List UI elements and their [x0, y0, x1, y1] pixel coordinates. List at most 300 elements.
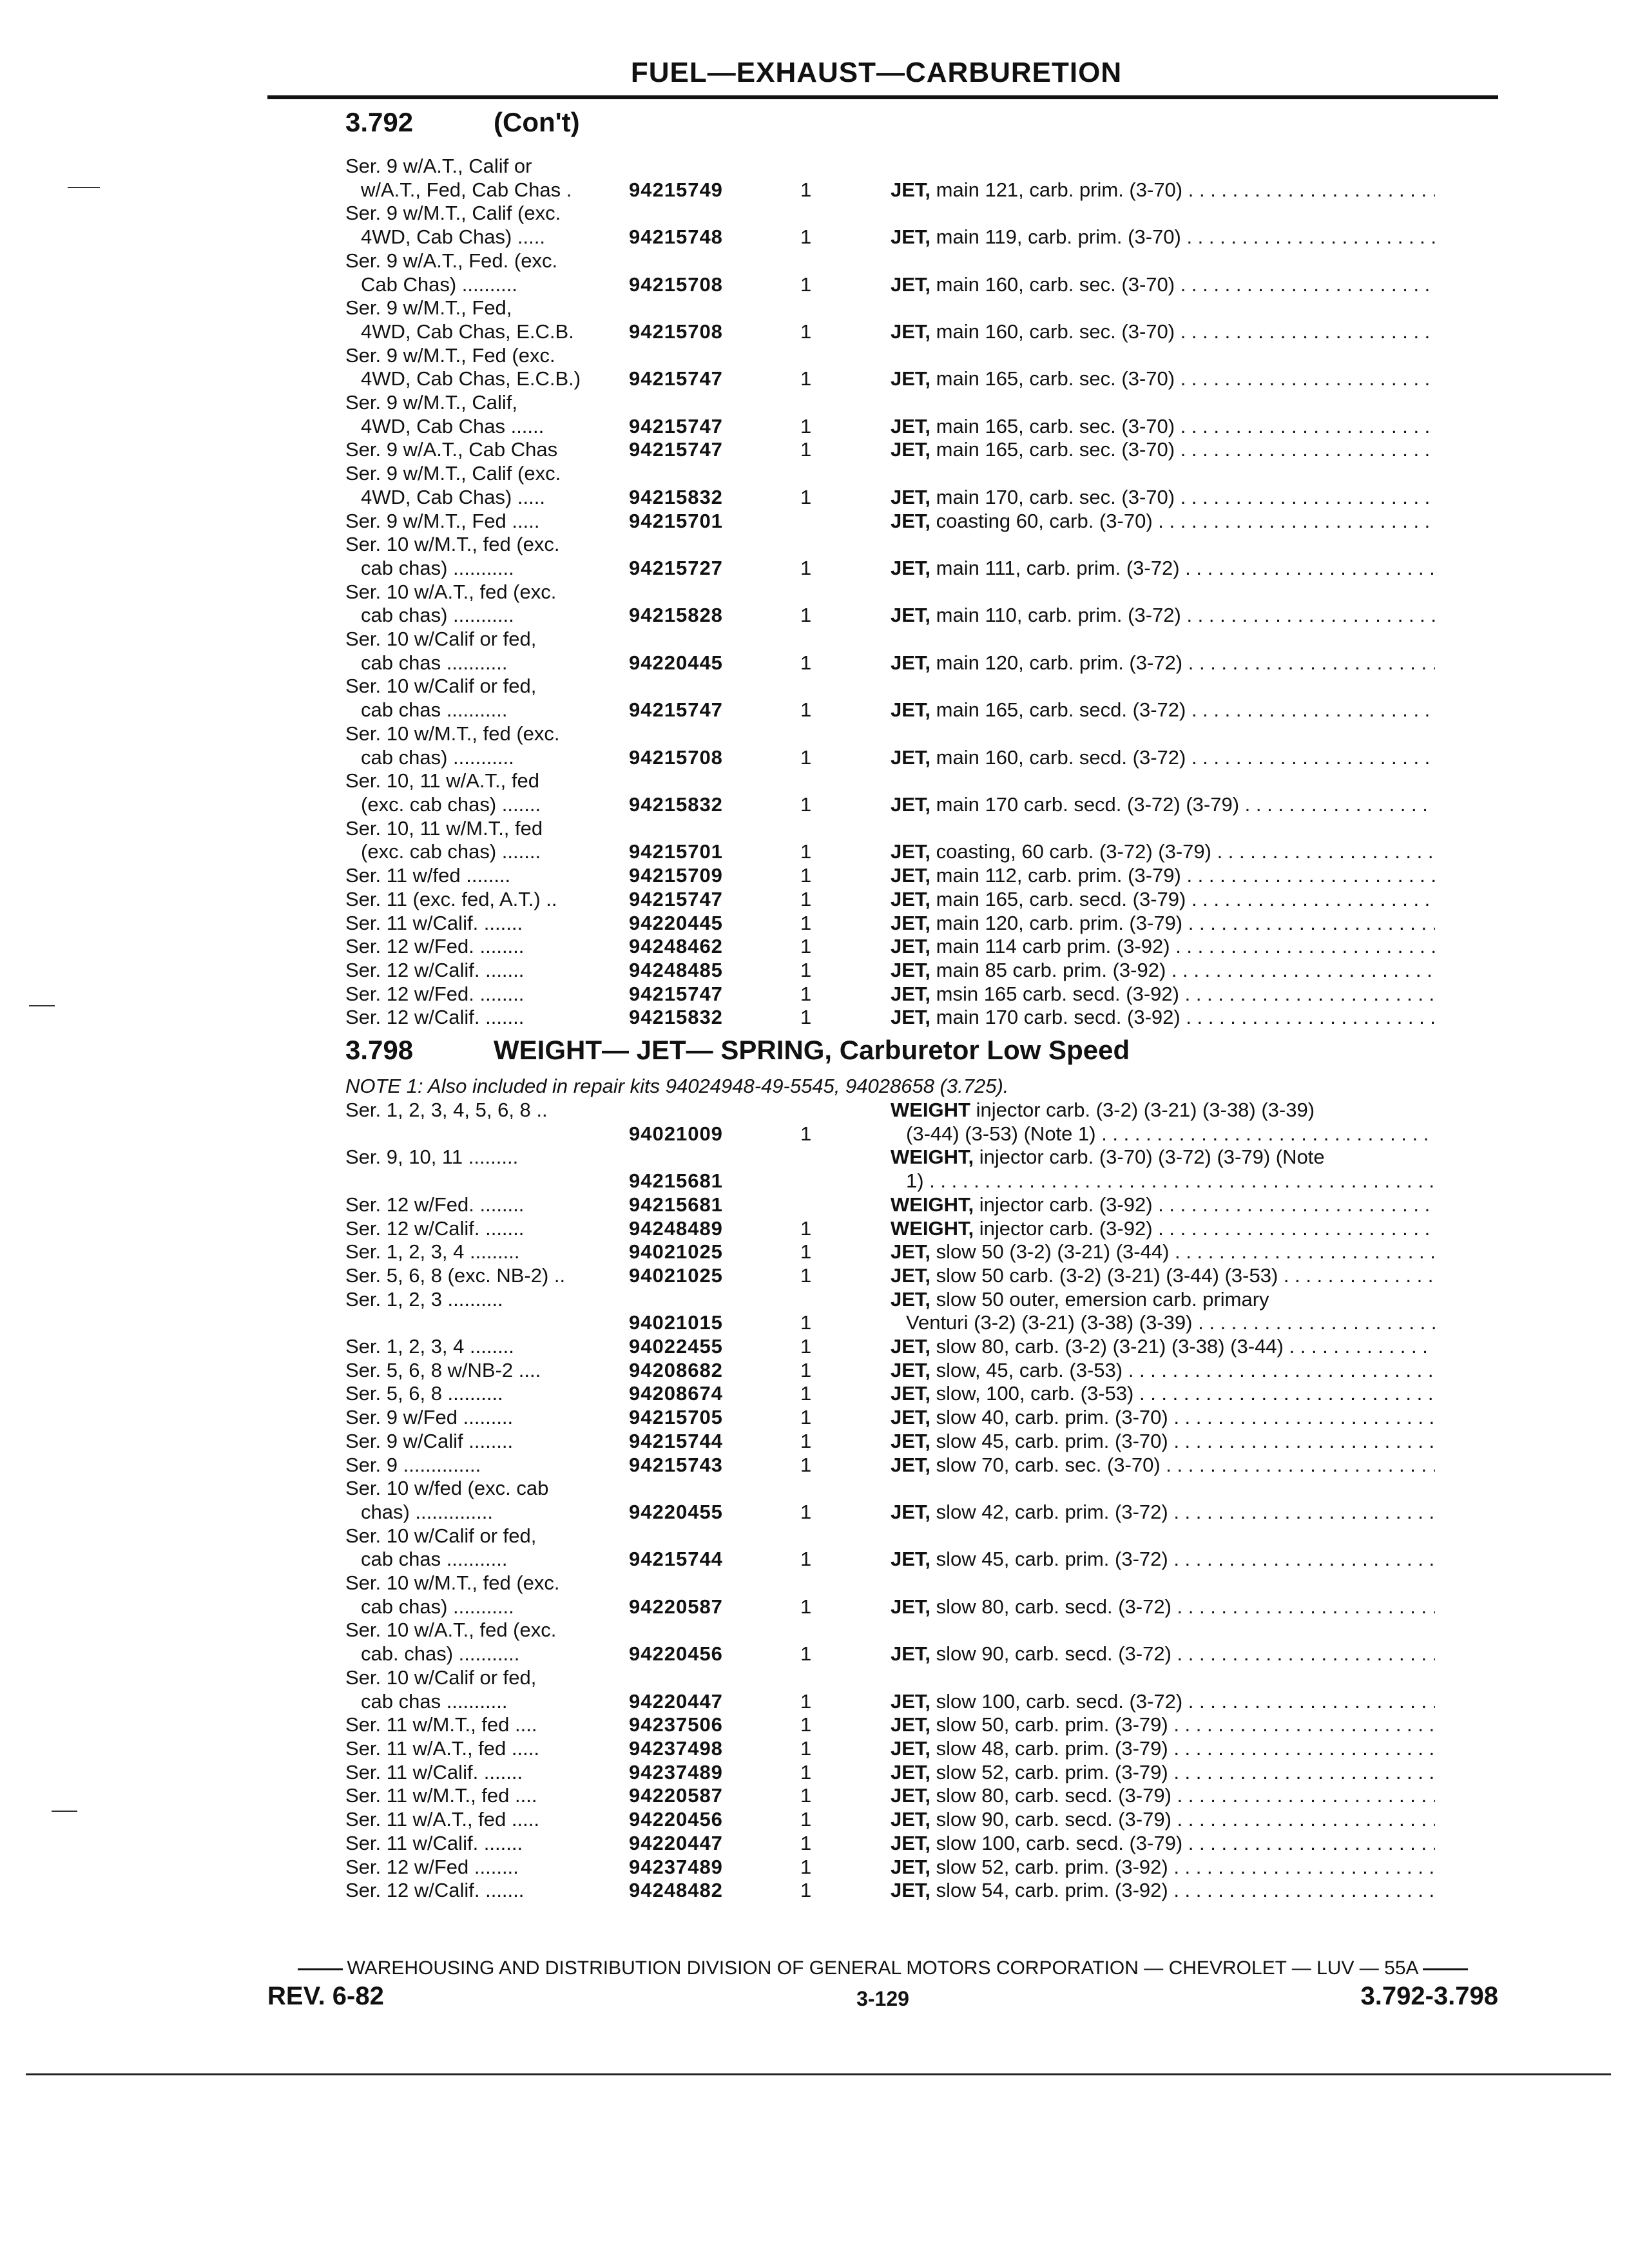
part-type: JET, [891, 1808, 931, 1831]
serial-text: Ser. 12 w/Calif. ....... [345, 1216, 525, 1240]
serial-application [345, 344, 629, 391]
leader-dots [1211, 840, 1435, 863]
serial-text: 4WD, Cab Chas) ..... [361, 226, 545, 249]
leader-dots [924, 1169, 1435, 1192]
part-type: JET, [891, 509, 931, 532]
leader-dots [1181, 604, 1435, 626]
quantity: 1 [800, 1122, 812, 1145]
leader-dots [1186, 746, 1435, 769]
parts-list [345, 155, 1486, 1030]
serial-text: Ser. 5, 6, 8 (exc. NB-2) .. [345, 1264, 566, 1287]
part-type: JET, [891, 1335, 931, 1358]
content [345, 107, 1486, 1903]
serial-text: Ser. 12 w/Calif. ....... [345, 958, 525, 981]
serial-text: Ser. 9 w/A.T., Calif or [345, 155, 532, 177]
quantity: 1 [800, 1006, 812, 1029]
leader-dots [1166, 959, 1435, 981]
serial-text: Ser. 10 w/A.T., fed (exc. [345, 1619, 557, 1642]
table-row [345, 1571, 1486, 1619]
leader-dots [1284, 1335, 1435, 1358]
serial-text: Ser. 11 w/Calif. ....... [345, 911, 523, 934]
quantity: 1 [800, 178, 812, 201]
serial-application [345, 1264, 629, 1288]
serial-text: Ser. 11 w/M.T., fed .... [345, 1784, 537, 1807]
part-type: JET, [891, 958, 931, 981]
quantity: 1 [800, 958, 812, 981]
serial-text: Ser. 1, 2, 3 .......... [345, 1287, 503, 1311]
leader-dots [1175, 273, 1435, 296]
quantity: 1 [800, 698, 812, 722]
quantity: 1 [800, 793, 812, 816]
footer-division-line [267, 1957, 1498, 1979]
leader-dots [1168, 1430, 1435, 1452]
serial-text: Ser. 10 w/Calif or fed, [345, 628, 537, 651]
table-row [345, 1619, 1486, 1666]
description-text: slow 48, carb. prim. (3-79) [930, 1737, 1168, 1760]
description-text: slow 45, carb. prim. (3-72) [930, 1548, 1168, 1571]
part-description [891, 1642, 1435, 1666]
section-subtitle: (Con't) [494, 107, 580, 137]
part-number: 94215832 [629, 485, 723, 508]
margin-mark [52, 1811, 77, 1812]
part-type: JET, [891, 1879, 931, 1902]
serial-text: Ser. 10, 11 w/M.T., fed [345, 816, 543, 840]
serial-text: Ser. 1, 2, 3, 4, 5, 6, 8 .. [345, 1099, 548, 1122]
serial-text: cab chas ........... [361, 1548, 508, 1571]
table-row [345, 1430, 1486, 1454]
serial-text: Ser. 1, 2, 3, 4 ......... [345, 1240, 520, 1264]
part-description [891, 320, 1435, 344]
quantity: 1 [800, 1311, 812, 1334]
serial-text: Ser. 12 w/Fed. ........ [345, 935, 525, 958]
table-row [345, 1856, 1486, 1879]
quantity: 1 [800, 1808, 812, 1831]
serial-application [345, 1099, 629, 1122]
description-text: slow 80, carb. secd. (3-72) [930, 1595, 1171, 1618]
header-rule [267, 95, 1498, 99]
part-description [891, 1808, 1435, 1832]
serial-application [345, 817, 629, 864]
table-row [345, 391, 1486, 438]
serial-text: Ser. 1, 2, 3, 4 ........ [345, 1335, 514, 1358]
part-description [891, 438, 1435, 462]
part-number: 94220447 [629, 1689, 723, 1713]
quantity: 1 [800, 1548, 812, 1571]
part-description [891, 698, 1435, 722]
part-number: 94215701 [629, 509, 723, 532]
description-text: main 160, carb. secd. (3-72) [930, 745, 1186, 769]
part-type: JET, [891, 1358, 931, 1381]
table-row [345, 202, 1486, 249]
part-number: 94022455 [629, 1335, 723, 1358]
table-row [345, 1879, 1486, 1903]
table-row [345, 983, 1486, 1006]
description-text: main 110, carb. prim. (3-72) [930, 604, 1181, 627]
quantity: 1 [800, 1713, 812, 1736]
part-number: 94248489 [629, 1216, 723, 1240]
table-row [345, 155, 1486, 202]
part-type: JET, [891, 793, 931, 816]
part-number: 94215748 [629, 226, 723, 249]
part-type: JET, [891, 1382, 931, 1405]
serial-text: Ser. 10 w/Calif or fed, [345, 675, 537, 698]
serial-text: cab chas) ........... [361, 745, 514, 769]
description-text: injector carb. (3-92) [974, 1193, 1153, 1216]
part-number: 94215708 [629, 273, 723, 296]
serial-text: Ser. 10, 11 w/A.T., fed [345, 769, 539, 793]
description-text: slow 80, carb. (3-2) (3-21) (3-38) (3-44) [930, 1335, 1284, 1358]
leader-dots [1175, 486, 1435, 508]
table-row [345, 769, 1486, 816]
part-type: JET, [891, 438, 931, 461]
description-text: slow, 45, carb. (3-53) [930, 1358, 1123, 1381]
part-type: WEIGHT [891, 1099, 970, 1122]
part-description [891, 1359, 1435, 1383]
part-description [891, 1193, 1435, 1217]
part-description [891, 840, 1435, 864]
parts-list [345, 1099, 1486, 1903]
serial-text: Ser. 12 w/Fed. ........ [345, 982, 525, 1005]
description-text: slow 40, carb. prim. (3-70) [930, 1406, 1168, 1429]
description-text: main 160, carb. sec. (3-70) [930, 320, 1175, 343]
part-description [891, 486, 1435, 510]
part-description [891, 1879, 1435, 1903]
serial-text: Ser. 11 w/A.T., fed ..... [345, 1737, 539, 1760]
serial-text: cab chas) ........... [361, 1595, 514, 1618]
quantity: 1 [800, 1784, 812, 1807]
quantity: 1 [800, 438, 812, 461]
serial-text: (exc. cab chas) ....... [361, 840, 541, 863]
table-row [345, 675, 1486, 722]
serial-text: Ser. 10 w/Calif or fed, [345, 1524, 537, 1547]
part-description [891, 1784, 1435, 1808]
serial-text: Ser. 11 w/fed ........ [345, 864, 511, 887]
quantity: 1 [800, 1216, 812, 1240]
part-description [891, 1430, 1435, 1454]
table-row [345, 1288, 1486, 1335]
part-number: 94215747 [629, 438, 723, 461]
description-text: slow 50 carb. (3-2) (3-21) (3-44) (3-53) [930, 1264, 1278, 1287]
table-row [345, 462, 1486, 509]
footer-division: WAREHOUSING AND DISTRIBUTION DIVISION OF GENERAL MOTORS CORPORATION — CHEVROLET — LUV — 55A [347, 1957, 1419, 1979]
serial-application [345, 391, 629, 438]
serial-text: Ser. 5, 6, 8 w/NB-2 .... [345, 1358, 541, 1381]
serial-application [345, 1240, 629, 1264]
part-type: JET, [891, 556, 931, 579]
part-type: JET, [891, 1429, 931, 1452]
serial-text: Ser. 11 w/M.T., fed .... [345, 1713, 537, 1736]
serial-application [345, 888, 629, 912]
table-row [345, 1264, 1486, 1288]
revision-label: REV. 6-82 [267, 1982, 384, 2010]
part-number: 94215832 [629, 793, 723, 816]
quantity: 1 [800, 556, 812, 579]
serial-text: cab chas) ........... [361, 604, 514, 627]
serial-application [345, 983, 629, 1006]
quantity: 1 [800, 1382, 812, 1405]
description-text: main 119, carb. prim. (3-70) [930, 226, 1181, 249]
part-type: JET, [891, 367, 931, 390]
part-type: WEIGHT, [891, 1216, 974, 1240]
part-description [891, 1832, 1435, 1856]
leader-dots [1175, 320, 1435, 343]
serial-text: Ser. 11 w/Calif. ....... [345, 1831, 523, 1854]
leader-dots [1171, 1642, 1435, 1665]
serial-text: Ser. 9 w/M.T., Fed ..... [345, 509, 540, 532]
serial-text: Ser. 9 w/M.T., Fed (exc. [345, 343, 555, 367]
leader-dots [1186, 888, 1435, 910]
part-number: 94215681 [629, 1169, 723, 1193]
part-description [891, 1690, 1435, 1714]
serial-application [345, 462, 629, 509]
serial-text: Cab Chas) .......... [361, 273, 517, 296]
part-type: JET, [891, 1453, 931, 1476]
serial-application [345, 438, 629, 462]
part-number: 94215747 [629, 367, 723, 390]
table-row [345, 864, 1486, 888]
table-row [345, 510, 1486, 533]
description-text: injector carb. (3-92) [974, 1216, 1153, 1240]
description-text: slow 42, carb. prim. (3-72) [930, 1500, 1168, 1523]
part-description [891, 1099, 1435, 1146]
serial-application [345, 1571, 629, 1619]
serial-text: cab chas ........... [361, 651, 508, 674]
quantity: 1 [800, 485, 812, 508]
part-type: JET, [891, 320, 931, 343]
part-type: JET, [891, 178, 931, 201]
table-row [345, 1666, 1486, 1713]
description-text: main 165, carb. secd. (3-79) [930, 887, 1186, 910]
table-row [345, 817, 1486, 864]
serial-application [345, 722, 629, 769]
serial-text: Ser. 11 (exc. fed, A.T.) .. [345, 887, 557, 910]
description-text: slow 52, carb. prim. (3-92) [930, 1855, 1168, 1878]
serial-application [345, 1359, 629, 1383]
part-description [891, 1713, 1435, 1737]
table-row [345, 344, 1486, 391]
leader-dots [1179, 983, 1435, 1005]
serial-text: Ser. 9 w/A.T., Fed. (exc. [345, 249, 558, 272]
table-row [345, 1099, 1486, 1146]
leader-dots [1239, 793, 1435, 816]
table-row [345, 1335, 1486, 1359]
description-text: slow, 100, carb. (3-53) [930, 1382, 1134, 1405]
table-row [345, 1382, 1486, 1406]
part-number: 94248482 [629, 1879, 723, 1902]
part-description [891, 888, 1435, 912]
leader-dots [1175, 367, 1435, 390]
serial-text: Ser. 9 w/M.T., Calif (exc. [345, 462, 561, 485]
serial-text: Ser. 9 w/M.T., Calif (exc. [345, 202, 561, 225]
part-type: JET, [891, 1240, 931, 1264]
description-text: main 165, carb. sec. (3-70) [930, 367, 1175, 390]
serial-application [345, 1430, 629, 1454]
part-number: 94208682 [629, 1358, 723, 1381]
table-row [345, 1454, 1486, 1477]
leader-dots [1161, 1454, 1435, 1476]
section-note: NOTE 1: Also included in repair kits 94024948-49-5545, 94028658 (3.725). [345, 1075, 1009, 1098]
serial-text: Ser. 12 w/Calif. ....... [345, 1879, 525, 1902]
part-description [891, 1501, 1435, 1524]
part-number: 94215681 [629, 1193, 723, 1216]
serial-application [345, 1808, 629, 1832]
part-number: 94220587 [629, 1784, 723, 1807]
serial-text: Ser. 9 .............. [345, 1453, 481, 1476]
part-number: 94248485 [629, 958, 723, 981]
serial-application [345, 959, 629, 983]
quantity: 1 [800, 604, 812, 627]
part-type: JET, [891, 485, 931, 508]
leader-dots [1168, 1737, 1435, 1760]
quantity: 1 [800, 745, 812, 769]
leader-dots [1168, 1548, 1435, 1570]
quantity: 1 [800, 1406, 812, 1429]
description-text: slow 45, carb. prim. (3-70) [930, 1429, 1168, 1452]
leader-dots [1180, 557, 1435, 579]
serial-text: Ser. 12 w/Fed. ........ [345, 1193, 525, 1216]
description-text: slow 80, carb. secd. (3-79) [930, 1784, 1171, 1807]
part-number: 94215747 [629, 698, 723, 722]
table-row [345, 1193, 1486, 1217]
leader-dots [1186, 698, 1435, 721]
part-description [891, 651, 1435, 675]
leader-dots [1153, 1217, 1435, 1240]
serial-application [345, 1666, 629, 1713]
leader-dots [1171, 1808, 1435, 1831]
serial-application [345, 769, 629, 816]
serial-text: Ser. 12 w/Fed ........ [345, 1855, 519, 1878]
part-type: JET, [891, 1595, 931, 1618]
serial-text: Ser. 9 w/A.T., Cab Chas [345, 438, 558, 461]
serial-application [345, 1454, 629, 1477]
part-description [891, 1548, 1435, 1571]
part-number: 94215705 [629, 1406, 723, 1429]
serial-text: Ser. 9 w/M.T., Calif, [345, 391, 518, 414]
quantity: 1 [800, 1689, 812, 1713]
serial-application [345, 1619, 629, 1666]
quantity: 1 [800, 1240, 812, 1264]
serial-application [345, 1856, 629, 1879]
description-text: main 165, carb. sec. (3-70) [930, 414, 1175, 437]
part-type: JET, [891, 935, 931, 958]
description-text: main 170 carb. secd. (3-92) [930, 1006, 1181, 1029]
serial-application [345, 1146, 629, 1169]
quantity: 1 [800, 226, 812, 249]
serial-application [345, 1737, 629, 1761]
serial-text: Ser. 10 w/M.T., fed (exc. [345, 722, 560, 745]
part-number: 94220456 [629, 1642, 723, 1666]
serial-application [345, 296, 629, 343]
part-description [891, 510, 1435, 533]
quantity: 1 [800, 651, 812, 674]
quantity: 1 [800, 1335, 812, 1358]
description-text: injector carb. (3-70) (3-72) (3-79) (Note [974, 1146, 1325, 1169]
part-number: 94215743 [629, 1453, 723, 1476]
margin-mark [29, 1005, 55, 1006]
part-type: JET, [891, 745, 931, 769]
table-row [345, 533, 1486, 580]
part-description [891, 1288, 1435, 1335]
quantity: 1 [800, 414, 812, 437]
quantity: 1 [800, 1595, 812, 1618]
serial-text: Ser. 10 w/A.T., fed (exc. [345, 580, 557, 603]
serial-text: Ser. 5, 6, 8 .......... [345, 1382, 503, 1405]
part-type: JET, [891, 1831, 931, 1854]
leader-dots [1181, 1006, 1435, 1028]
part-number: 94021025 [629, 1264, 723, 1287]
leader-dots [1168, 1879, 1435, 1901]
table-row [345, 959, 1486, 983]
leader-dots [1171, 1595, 1435, 1618]
footer-rule [298, 1968, 343, 1970]
leader-dots [1175, 415, 1435, 437]
table-row [345, 1477, 1486, 1524]
leader-dots [1168, 1761, 1435, 1783]
serial-text: Ser. 10 w/M.T., fed (exc. [345, 1571, 560, 1595]
part-description [891, 1382, 1435, 1406]
part-number: 94237498 [629, 1737, 723, 1760]
part-number: 94220447 [629, 1831, 723, 1854]
part-type: JET, [891, 1760, 931, 1783]
serial-text: cab chas ........... [361, 1689, 508, 1713]
page-number: 3-129 [856, 1987, 909, 2010]
serial-text: Ser. 9 w/M.T., Fed, [345, 296, 512, 320]
part-number: 94215828 [629, 604, 723, 627]
serial-text: Ser. 10 w/fed (exc. cab [345, 1477, 549, 1500]
part-number: 94220587 [629, 1595, 723, 1618]
serial-application [345, 1784, 629, 1808]
quantity: 1 [800, 1879, 812, 1902]
leader-dots [1278, 1264, 1435, 1287]
serial-text: Ser. 9, 10, 11 ......... [345, 1146, 519, 1169]
part-type: JET, [891, 1642, 931, 1666]
part-number: 94215708 [629, 320, 723, 343]
table-row [345, 438, 1486, 462]
serial-application [345, 675, 629, 722]
part-description [891, 1737, 1435, 1761]
quantity: 1 [800, 864, 812, 887]
footer-bottom [267, 1982, 1498, 2014]
part-description [891, 1217, 1435, 1241]
serial-application [345, 1288, 629, 1312]
leader-dots [1133, 1382, 1435, 1405]
page-title: FUEL—EXHAUST—CARBURETION [630, 57, 1123, 88]
serial-text: Ser. 9 w/Calif ........ [345, 1429, 514, 1452]
quantity: 1 [800, 1358, 812, 1381]
description-text: main 165, carb. sec. (3-70) [930, 438, 1175, 461]
table-row [345, 1006, 1486, 1030]
table-row [345, 296, 1486, 343]
table-row [345, 628, 1486, 675]
description-text: msin 165 carb. secd. (3-92) [930, 982, 1179, 1005]
description-text: main 120, carb. prim. (3-79) [930, 911, 1183, 934]
part-type: WEIGHT, [891, 1193, 974, 1216]
description-text: slow 50, carb. prim. (3-79) [930, 1713, 1168, 1736]
quantity: 1 [800, 1453, 812, 1476]
part-type: JET, [891, 1713, 931, 1736]
leader-dots [1175, 438, 1435, 461]
leader-dots [1168, 1501, 1435, 1523]
part-description [891, 1264, 1435, 1288]
part-number: 94215727 [629, 556, 723, 579]
description-text: main 121, carb. prim. (3-70) [930, 178, 1183, 201]
description-text: (3-44) (3-53) (Note 1) [906, 1122, 1096, 1145]
leader-dots [1096, 1122, 1435, 1145]
quantity: 1 [800, 1831, 812, 1854]
description-text: main 114 carb prim. (3-92) [930, 935, 1170, 958]
serial-text: chas) .............. [361, 1500, 493, 1523]
quantity: 1 [800, 1500, 812, 1523]
